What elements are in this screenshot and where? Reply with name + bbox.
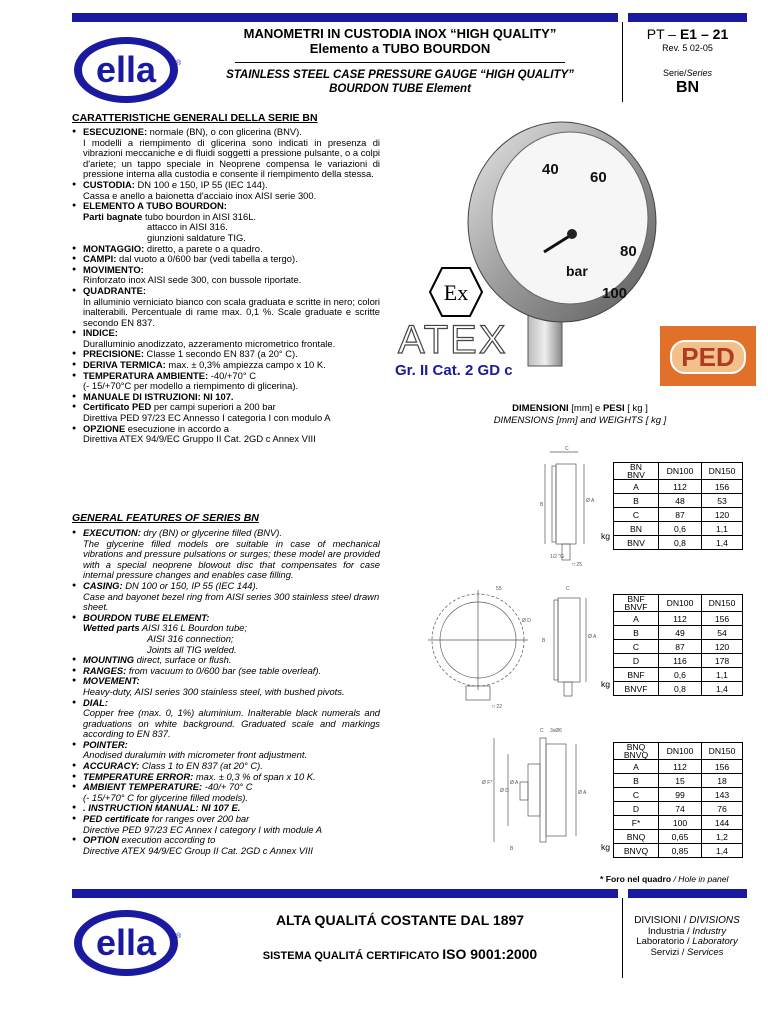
it-feature-item: ● QUADRANTE: In alluminio verniciato bianco con scala graduata e scritte in nero; colori inalterabili. Percentuale di rame max. 0,1 %. Scale graduate e scritte secondo EN 837. <box>72 286 380 328</box>
en-feature-item: ● ACCURACY: Class 1 to EN 837 (at 20° C). <box>72 761 380 772</box>
title-en-1: STAINLESS STEEL CASE PRESSURE GAUGE “HIGH QUALITY” <box>226 69 574 81</box>
it-feature-list <box>72 127 380 445</box>
svg-text:Ø D: Ø D <box>500 788 509 794</box>
svg-text:Ø A: Ø A <box>586 498 595 504</box>
footer-vertical-line <box>622 898 623 978</box>
it-feature-item: ● INDICE: Duralluminio anodizzato, azzeramento micrometrico frontale. <box>72 328 380 349</box>
svg-text:□ 25: □ 25 <box>572 562 582 568</box>
dims-table-bnq: BNQ BNVQ DN100 DN150 A 112 156 B 15 18 C 99 143 D 74 76 F* 100 144 BNQ 0,65 1,2 BNVQ 0,85 1,4 <box>613 742 743 858</box>
svg-text:®: ® <box>176 933 182 940</box>
division-laboratory: Laboratorio / Laboratory <box>636 936 738 948</box>
it-feature-item: ● OPZIONE esecuzione in accordo a Direttiva ATEX 94/9/EC Gruppo II Cat. 2GD c Annex VIII <box>72 424 380 445</box>
top-bar-right <box>628 13 747 22</box>
drawing-bnf <box>422 582 612 714</box>
en-feature-item: ● PED certificate for ranges over 200 bar Directive PED 97/23 EC Annex I category I with module A <box>72 814 380 835</box>
svg-text:C: C <box>566 586 570 592</box>
it-feature-item: ● DERIVA TERMICA: max. ± 0,3% ampiezza campo x 10 K. <box>72 360 380 371</box>
en-feature-item: ● EXECUTION: dry (BN) or glycerine filled (BNV). The glycerine filled models ore suitable in case of mechanical vibrations and pressure pulsations or surges; these model are provided with a special neoprene blowout disc that compensates for case internal pressure changes and enables case filling. <box>72 528 380 581</box>
dims-title-it: DIMENSIONI [mm] e PESI [ kg ] <box>512 403 648 414</box>
serie-value: BN <box>675 79 700 96</box>
svg-text:3xØ6: 3xØ6 <box>550 728 562 734</box>
footer-motto: ALTA QUALITÁ COSTANTE DAL 1897 <box>275 912 525 928</box>
doc-code: PT – E1 – 21 <box>646 26 729 42</box>
en-features <box>72 512 380 856</box>
dims-title <box>440 403 720 427</box>
en-feature-item: ● MOVEMENT: Heavy-duty, AISI series 300 stainless steel, with bushed pivots. <box>72 676 380 697</box>
en-feature-item: ● MOUNTING direct, surface or flush. <box>72 655 380 666</box>
title-it-1: MANOMETRI IN CUSTODIA INOX “HIGH QUALITY” <box>243 26 557 41</box>
division-industry: Industria / Industry <box>647 925 727 937</box>
en-feature-item: ● AMBIENT TEMPERATURE: -40/+ 70° C (- 15/+70° C for glycerine filled models). <box>72 782 380 803</box>
drawing-bnq <box>480 724 612 864</box>
en-feature-item: ● POINTER: Anodised duralumin with micrometer front adjustment. <box>72 740 380 761</box>
kg-label-1: kg <box>601 531 611 541</box>
it-feature-item: ● MANUALE DI ISTRUZIONI: NI 107. <box>72 392 380 403</box>
divisions-title: DIVISIONI / DIVISIONS <box>634 915 740 926</box>
dims-footnote: * Foro nel quadro / Hole in panel <box>600 874 729 884</box>
it-feature-item: ● ESECUZIONE: normale (BN), o con glicerina (BNV). I modelli a riempimento di glicerina sono indicati in presenza di vibrazioni meccaniche e di fluidi soggetti a pressione pulsante, o a colpi d'ariete; un tappo speciale in Neoprene compensa le variazioni di pressione interna alla custodia e consente il riempimento della stessa. <box>72 127 380 180</box>
svg-text:Ø D: Ø D <box>522 618 531 624</box>
drawing-bn-side <box>540 446 610 570</box>
dial-unit: bar <box>566 263 588 279</box>
svg-text:1/2 "G: 1/2 "G <box>550 554 565 560</box>
svg-text:□ 22: □ 22 <box>492 704 502 710</box>
division-services: Servizi / Services <box>650 946 724 958</box>
footer-quality: SISTEMA QUALITÁ CERTIFICATO ISO 9001:2000 <box>262 946 538 962</box>
it-feature-item: ● ELEMENTO A TUBO BOURDON: Parti bagnate tubo bourdon in AISI 316L. attacco in AISI 316. giunzioni saldature TIG. <box>72 201 380 243</box>
logo-text: ella <box>95 49 157 90</box>
it-feature-item: ● MONTAGGIO: diretto, a parete o a quadro. <box>72 244 380 255</box>
svg-text:Ø A: Ø A <box>510 780 519 786</box>
en-feature-item: ● DIAL: Copper free (max. 0, 1%) aluminium. Inalterable black numerals and graduations on white background. Graduated scale and markings according to EN 837. <box>72 698 380 740</box>
title-it-2: Elemento a TUBO BOURDON <box>309 41 491 56</box>
ex-atex-icon <box>428 266 484 318</box>
atex-mark: ATEX <box>398 318 508 362</box>
atex-cert: Gr. II Cat. 2 GD c <box>395 362 513 379</box>
ella-logo-footer <box>72 908 184 978</box>
header-divider <box>235 62 565 63</box>
svg-text:Ø A: Ø A <box>588 634 597 640</box>
ped-badge-text: PED <box>670 340 746 374</box>
top-bar-left <box>72 13 618 22</box>
it-feature-item: ● Certificato PED per campi superiori a 200 bar Direttiva PED 97/23 EC Annesso I categoria I con modulo A <box>72 402 380 423</box>
footer-divisions <box>626 916 748 958</box>
dial-number-60: 60 <box>590 169 607 186</box>
doc-rev: Rev. 5 02-05 <box>662 43 713 53</box>
it-feature-item: ● MOVIMENTO: Rinforzato inox AISI sede 300, con bussole riportate. <box>72 265 380 286</box>
svg-text:Ø A: Ø A <box>578 790 587 796</box>
it-feature-item: ● CAMPI: dal vuoto a 0/600 bar (vedi tabella a tergo). <box>72 254 380 265</box>
bottom-bar-right <box>628 889 747 898</box>
title-en-2: BOURDON TUBE Element <box>329 83 471 95</box>
header-vertical-line <box>622 22 623 102</box>
svg-text:C: C <box>565 446 569 452</box>
en-feature-item: ● CASING: DN 100 or 150, IP 55 (IEC 144). Case and bayonet bezel ring from AISI series 300 stainless steel drawn sheet. <box>72 581 380 613</box>
dims-title-en: DIMENSIONS [mm] and WEIGHTS [ kg ] <box>493 415 667 426</box>
dims-table-bnf: BNF BNVF DN100 DN150 A 112 156 B 49 54 C 87 120 D 116 178 BNF 0,6 1,1 BNVF 0,8 1,4 <box>613 594 743 696</box>
svg-text:B: B <box>542 638 546 644</box>
svg-text:B: B <box>510 846 514 852</box>
it-feature-item: ● CUSTODIA: DN 100 e 150, IP 55 (IEC 144). Cassa e anello a baionetta d'acciaio inox AISI serie 300. <box>72 180 380 201</box>
en-heading: GENERAL FEATURES OF SERIES BN <box>72 512 259 524</box>
kg-label-2: kg <box>601 679 611 689</box>
svg-text:Ø F*: Ø F* <box>482 780 493 786</box>
svg-text:55: 55 <box>496 586 502 592</box>
logo-reg: ® <box>176 60 182 67</box>
en-feature-list <box>72 528 380 856</box>
en-feature-item: ● OPTION execution according to Directive ATEX 94/9/EC Group II Cat. 2GD c Annex VIII <box>72 835 380 856</box>
ped-badge <box>660 326 756 386</box>
it-heading: CARATTERISTICHE GENERALI DELLA SERIE BN <box>72 112 318 124</box>
svg-text:C: C <box>540 728 544 734</box>
dial-number-80: 80 <box>620 243 637 260</box>
dims-table-bn: BN BNV DN100 DN150 A 112 156 B 48 53 C 87 120 BN 0,6 1,1 BNV 0,8 1,4 <box>613 462 743 550</box>
doc-code-block <box>628 26 747 97</box>
header-title-block <box>190 26 610 96</box>
it-feature-item: ● TEMPERATURA AMBIENTE: -40/+70° C (- 15/+70°C per modello a riempimento di glicerina). <box>72 371 380 392</box>
bottom-bar-left <box>72 889 618 898</box>
kg-label-3: kg <box>601 842 611 852</box>
svg-text:Ex: Ex <box>443 280 469 305</box>
dial-number-40: 40 <box>542 161 559 178</box>
svg-text:B: B <box>540 502 544 508</box>
ella-logo <box>72 35 184 105</box>
it-feature-item: ● PRECISIONE: Classe 1 secondo EN 837 (a 20° C). <box>72 349 380 360</box>
serie-label: Serie/Series <box>662 68 713 78</box>
en-feature-item: ● RANGES: from vacuum to 0/600 bar (see table overleaf). <box>72 666 380 677</box>
dial-number-100: 100 <box>602 285 628 302</box>
en-feature-item: ● BOURDON TUBE ELEMENT: Wetted parts AISI 316 L Bourdon tube; AISI 316 connection; Joints all TIG welded. <box>72 613 380 655</box>
it-features <box>72 112 380 445</box>
en-feature-item: ● . INSTRUCTION MANUAL: NI 107 E. <box>72 803 380 814</box>
en-feature-item: ● TEMPERATURE ERROR: max. ± 0,3 % of span x 10 K. <box>72 772 380 783</box>
logo-footer-text: ella <box>95 922 157 963</box>
